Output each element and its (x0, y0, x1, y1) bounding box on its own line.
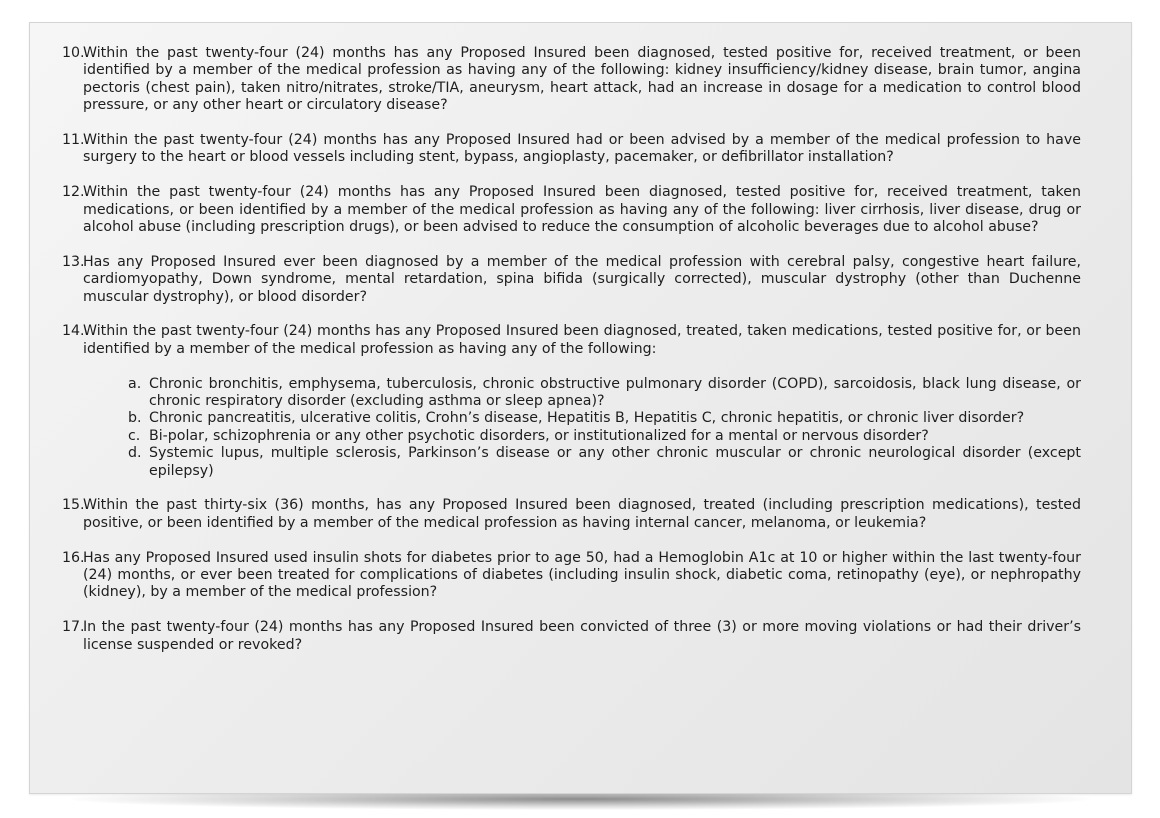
question-10 (62, 45, 1081, 115)
question-text: Within the past twenty-four (24) months has any Proposed Insured been diagnosed, treated, taken medications, tested positive for, or been identified by a member of the medical profession as having any of the following: (83, 323, 1081, 357)
subitem-text: Chronic pancreatitis, ulcerative colitis, Crohn’s disease, Hepatitis B, Hepatitis C, chronic hepatitis, or chronic liver disorder? (149, 410, 1025, 427)
question-15 (62, 497, 1081, 532)
question-text: Has any Proposed Insured used insulin shots for diabetes prior to age 50, had a Hemoglobin A1c at 10 or higher within the last twenty-four (24) months, or ever been treated for complications of diabetes (including insulin shock, diabetic coma, retinopathy (eye), or nephropathy (kidney), by a member of the medical profession? (83, 549, 1081, 601)
question-text: Within the past twenty-four (24) months has any Proposed Insured been diagnosed, tested positive for, received treatment, taken medications, or been identified by a member of the medical profession as having any of the following: liver cirrhosis, liver disease, drug or alcohol abuse (including prescription drugs), or been advised to reduce the consumption of alcoholic beverages due to alcohol abuse? (83, 184, 1081, 236)
subitem-letter: a. (128, 375, 142, 392)
question-text: Within the past twenty-four (24) months has any Proposed Insured had or been advised by a member of the medical profession to have surgery to the heart or blood vessels including stent, bypass, angioplasty, pacemaker, or defibrillator installation? (83, 132, 1081, 166)
question-text: Within the past twenty-four (24) months has any Proposed Insured been diagnosed, tested positive for, received treatment, or been identified by a member of the medical profession as having any of the following: kidney insufficiency/kidney disease, brain tumor, angina pectoris (chest pain), taken nitro/nitrates, stroke/TIA, aneurysm, heart attack, had an increase in dosage for a medication to control blood pressure, or any other heart or circulatory disease? (83, 45, 1081, 114)
question-number: 12. (62, 184, 85, 201)
question-number: 10. (62, 45, 85, 61)
question-number: 14. (62, 323, 85, 340)
subitem-c (128, 428, 1081, 445)
subitem-text: Chronic bronchitis, emphysema, tuberculosis, chronic obstructive pulmonary disorder (COPD), sarcoidosis, black lung disease, or chronic respiratory disorder (excluding asthma or sleep apnea)? (149, 375, 1081, 410)
question-14-subitems (62, 376, 1081, 480)
question-number: 13. (62, 253, 85, 270)
question-text: Has any Proposed Insured ever been diagnosed by a member of the medical profession with cerebral palsy, congestive heart failure, cardiomyopathy, Down syndrome, mental retardation, spina bifida (surgically corrected), muscular dystrophy (other than Duchenne muscular dystrophy), or blood disorder? (83, 253, 1081, 305)
questions-list (62, 45, 1081, 671)
question-11 (62, 132, 1081, 167)
subitem-letter: c. (128, 427, 141, 444)
question-number: 16. (62, 549, 85, 566)
document-card (29, 22, 1132, 794)
question-number: 11. (62, 132, 85, 149)
subitem-d (128, 445, 1081, 480)
subitem-letter: b. (128, 410, 142, 427)
question-17 (62, 619, 1081, 654)
question-12 (62, 184, 1081, 236)
question-14 (62, 323, 1081, 358)
question-number: 15. (62, 497, 85, 514)
question-number: 17. (62, 619, 85, 636)
subitem-letter: d. (128, 445, 142, 462)
subitem-text: Bi-polar, schizophrenia or any other psychotic disorders, or institutionalized for a mental or nervous disorder? (149, 427, 929, 444)
question-13 (62, 254, 1081, 306)
question-16 (62, 550, 1081, 602)
question-text: Within the past thirty-six (36) months, has any Proposed Insured been diagnosed, treated (including prescription medications), tested positive, or been identified by a member of the medical profession as having internal cancer, melanoma, or leukemia? (83, 497, 1081, 531)
question-text: In the past twenty-four (24) months has any Proposed Insured been convicted of three (3) or more moving violations or had their driver’s license suspended or revoked? (83, 619, 1081, 653)
subitem-text: Systemic lupus, multiple sclerosis, Parkinson’s disease or any other chronic muscular or chronic neurological disorder (except epilepsy) (149, 445, 1081, 479)
subitem-b (128, 410, 1081, 427)
subitem-a (128, 376, 1081, 411)
